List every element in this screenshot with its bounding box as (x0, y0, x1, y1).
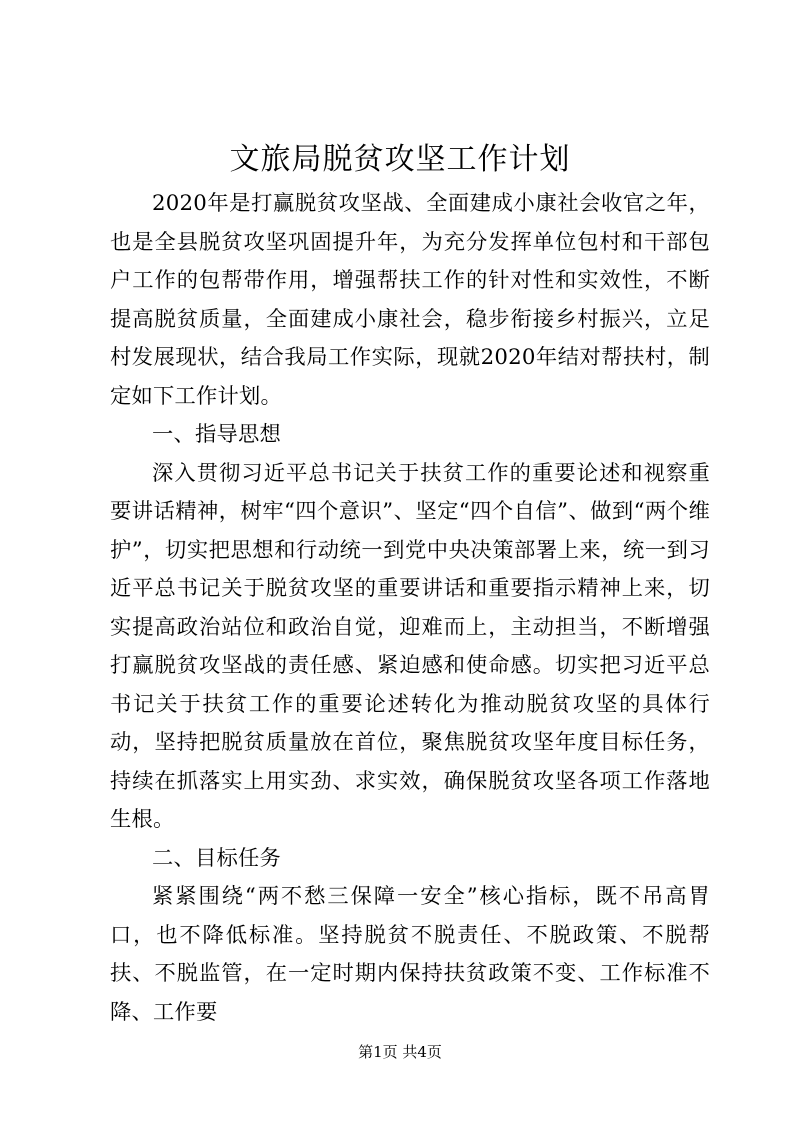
guiding-ideology-paragraph: 深入贯彻习近平总书记关于扶贫工作的重要论述和视察重要讲话精神，树牢“四个意识”、坚定“四个自信”、做到“两个维护”，切实把思想和行动统一到党中央决策部署上来，统一到习近平总书记关于脱贫攻坚的重要讲话和重要指示精神上来，切实提高政治站位和政治自觉，迎难而上，主动担当，不断增强打赢脱贫攻坚战的责任感、紧迫感和使命感。切实把习近平总书记关于扶贫工作的重要论述转化为推动脱贫攻坚的具体行动，坚持把脱贫质量放在首位，聚焦脱贫攻坚年度目标任务，持续在抓落实上用实劲、求实效，确保脱贫攻坚各项工作落地生根。 (110, 460, 710, 832)
document-title: 文旅局脱贫攻坚工作计划 (229, 142, 571, 177)
document-body (110, 185, 710, 1032)
goals-tasks-paragraph: 紧紧围绕“两不愁三保障一安全”核心指标，既不吊高胃口，也不降低标准。坚持脱贫不脱责任、不脱政策、不脱帮扶、不脱监管，在一定时期内保持扶贫政策不变、工作标准不降、工作要 (110, 884, 710, 1025)
page-footer: 第1页 共4页 (358, 1043, 442, 1061)
section-heading-guiding-ideology: 一、指导思想 (152, 422, 281, 447)
intro-paragraph: 2020年是打赢脱贫攻坚战、全面建成小康社会收官之年，也是全县脱贫攻坚巩固提升年，为充分发挥单位包村和干部包户工作的包帮带作用，增强帮扶工作的针对性和实效性，不断提高脱贫质量，全面建成小康社会，稳步衔接乡村振兴，立足村发展现状，结合我局工作实际，现就2020年结对帮扶村，制定如下工作计划。 (110, 191, 710, 409)
section-heading-goals-tasks: 二、目标任务 (152, 845, 281, 871)
